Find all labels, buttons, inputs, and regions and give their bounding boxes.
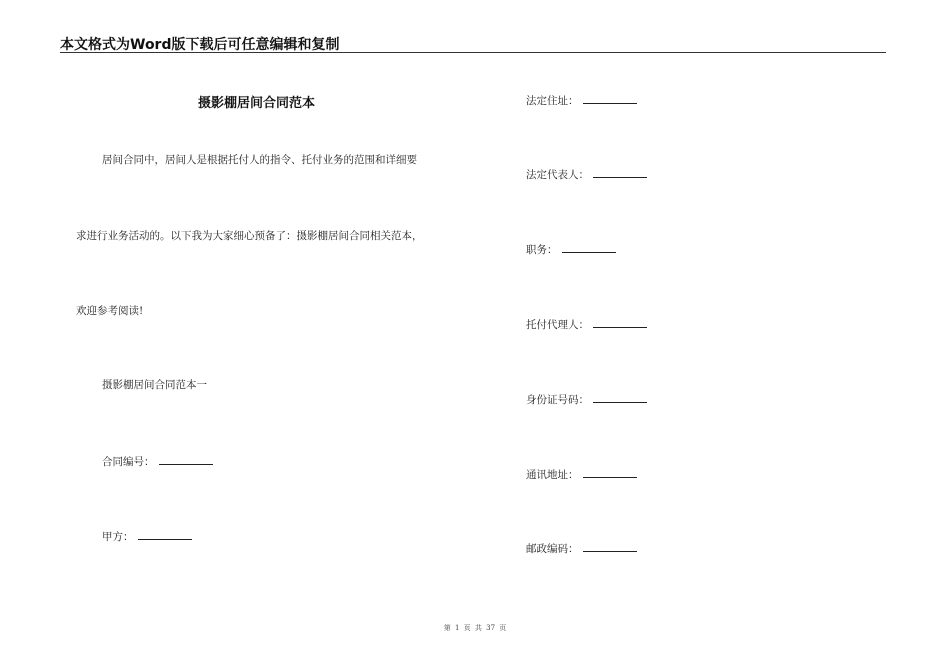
field-label: 甲方： [102, 531, 134, 543]
document-title: 摄影棚居间合同范本 [198, 96, 316, 111]
intro-paragraph-line-3: 欢迎参考阅读! [76, 305, 144, 317]
current-page-number: 1 [454, 624, 460, 632]
field-contract-number [102, 454, 213, 469]
field-label: 合同编号： [102, 456, 155, 468]
fill-in-blank [593, 167, 647, 178]
intro-paragraph-line-1: 居间合同中，居间人是根据托付人的指令、托付业务的范围和详细要 [102, 154, 417, 166]
field-label: 通讯地址： [526, 469, 579, 481]
fill-in-blank [583, 93, 637, 104]
field-entrusted-agent [526, 317, 647, 332]
header-banner: 本文格式为Word版下载后可任意编辑和复制 [60, 37, 340, 53]
page-prefix: 第 [443, 624, 451, 632]
fill-in-blank [159, 454, 213, 465]
field-id-number [526, 392, 647, 407]
fill-in-blank [583, 541, 637, 552]
field-label: 法定住址： [526, 95, 579, 107]
fill-in-blank [593, 317, 647, 328]
intro-paragraph-line-2: 求进行业务活动的。以下我为大家细心预备了：摄影棚居间合同相关范本， [76, 230, 423, 242]
total-prefix: 共 [474, 624, 482, 632]
field-mailing-address [526, 467, 637, 482]
page-indicator [0, 623, 950, 633]
field-legal-address [526, 93, 637, 108]
fill-in-blank [138, 529, 192, 540]
field-legal-representative [526, 167, 647, 182]
field-label: 身份证号码： [526, 394, 589, 406]
fill-in-blank [583, 467, 637, 478]
field-label: 邮政编码： [526, 543, 579, 555]
field-postal-code [526, 541, 637, 556]
field-label: 托付代理人： [526, 319, 589, 331]
total-page-count: 37 [486, 624, 496, 632]
total-unit: 页 [499, 624, 507, 632]
header-divider [60, 52, 886, 53]
fill-in-blank [562, 242, 616, 253]
section-heading-sample-one: 摄影棚居间合同范本一 [102, 379, 207, 391]
field-label: 职务： [526, 244, 558, 256]
page-unit: 页 [463, 624, 471, 632]
field-label: 法定代表人： [526, 169, 589, 181]
fill-in-blank [593, 392, 647, 403]
field-party-a [102, 529, 192, 544]
field-position [526, 242, 616, 257]
